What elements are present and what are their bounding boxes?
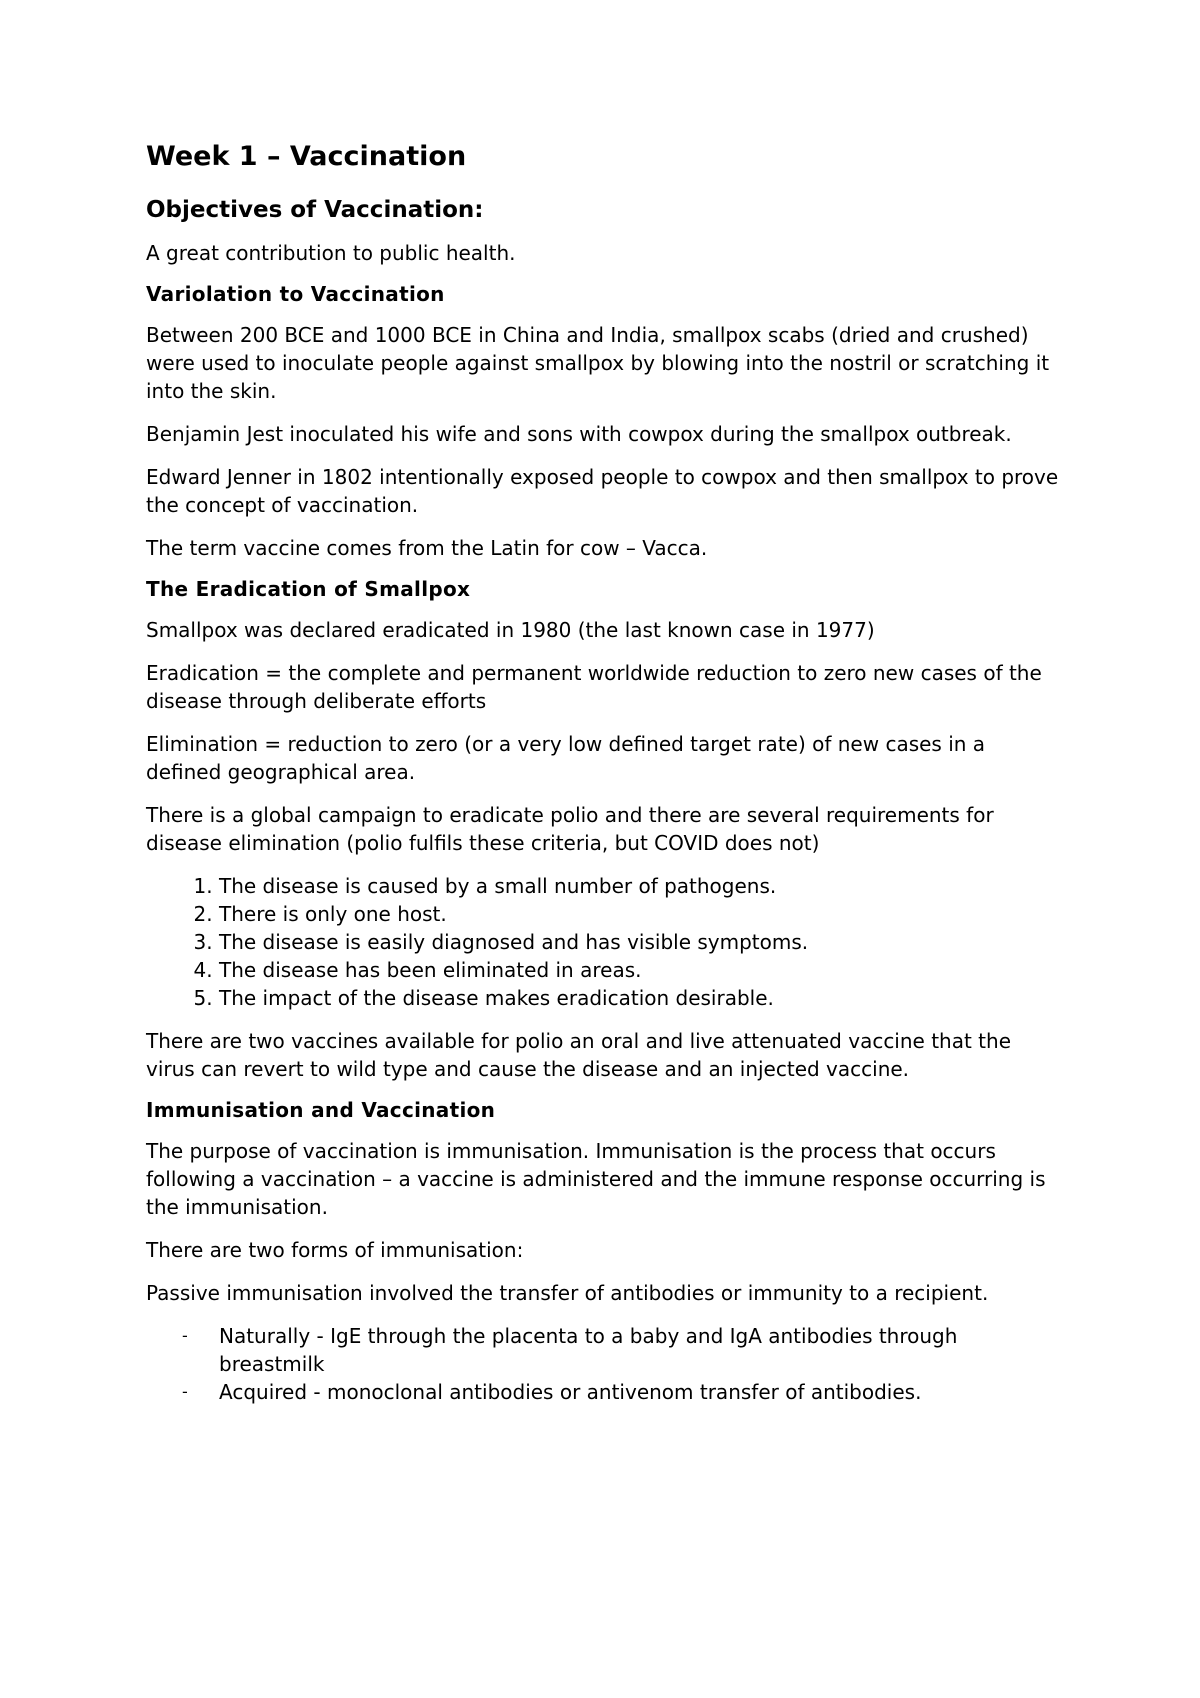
passive-immunisation-list xyxy=(146,1322,1066,1406)
eradication-paragraph: Smallpox was declared eradicated in 1980 (the last known case in 1977) xyxy=(146,617,875,642)
bullet-dash: - xyxy=(182,1325,188,1345)
eradication-paragraph: Eradication = the complete and permanent worldwide reduction to zero new cases of the disease through deliberate efforts xyxy=(146,660,1042,713)
polio-vaccines-text: There are two vaccines available for polio an oral and live attenuated vaccine that the virus can revert to wild type and cause the disease and an injected vaccine. xyxy=(146,1028,1011,1081)
list-item xyxy=(146,1322,1066,1378)
immunisation-paragraph: There are two forms of immunisation: xyxy=(146,1237,524,1262)
list-item-text: Acquired - monoclonal antibodies or antivenom transfer of antibodies. xyxy=(219,1379,922,1404)
list-item: 1. The disease is caused by a small number of pathogens. xyxy=(219,872,1066,900)
objectives-heading: Objectives of Vaccination: xyxy=(146,196,484,223)
list-item: 3. The disease is easily diagnosed and has visible symptoms. xyxy=(219,928,1066,956)
list-item xyxy=(146,1378,1066,1406)
requirements-list xyxy=(146,872,1066,1012)
page-title: Week 1 – Vaccination xyxy=(146,141,467,172)
eradication-paragraph: Elimination = reduction to zero (or a very low defined target rate) of new cases in a defined geographical area. xyxy=(146,731,986,784)
variolation-heading: Variolation to Vaccination xyxy=(146,281,445,306)
immunisation-paragraph: Passive immunisation involved the transfer of antibodies or immunity to a recipient. xyxy=(146,1280,989,1305)
variolation-paragraph: Between 200 BCE and 1000 BCE in China and India, smallpox scabs (dried and crushed) were used to inoculate people against smallpox by blowing into the nostril or scratching it into the skin. xyxy=(146,322,1050,403)
bullet-dash: - xyxy=(182,1381,188,1401)
list-item: 5. The impact of the disease makes eradication desirable. xyxy=(219,984,1066,1012)
variolation-paragraph: Benjamin Jest inoculated his wife and sons with cowpox during the smallpox outbreak. xyxy=(146,421,1012,446)
immunisation-paragraph: The purpose of vaccination is immunisation. Immunisation is the process that occurs following a vaccination – a vaccine is administered and the immune response occurring is the immunisation. xyxy=(146,1138,1046,1219)
list-item-text: Naturally - IgE through the placenta to a baby and IgA antibodies through breastmilk xyxy=(219,1323,958,1376)
list-item: 2. There is only one host. xyxy=(219,900,1066,928)
objectives-text: A great contribution to public health. xyxy=(146,240,516,265)
variolation-paragraph: The term vaccine comes from the Latin for cow – Vacca. xyxy=(146,535,708,560)
eradication-heading: The Eradication of Smallpox xyxy=(146,576,471,601)
eradication-paragraph: There is a global campaign to eradicate polio and there are several requirements for disease elimination (polio fulfils these criteria, but COVID does not) xyxy=(146,802,994,855)
document-page xyxy=(146,140,1066,1406)
variolation-paragraph: Edward Jenner in 1802 intentionally exposed people to cowpox and then smallpox to prove the concept of vaccination. xyxy=(146,464,1059,517)
immunisation-heading: Immunisation and Vaccination xyxy=(146,1097,496,1122)
list-item: 4. The disease has been eliminated in areas. xyxy=(219,956,1066,984)
